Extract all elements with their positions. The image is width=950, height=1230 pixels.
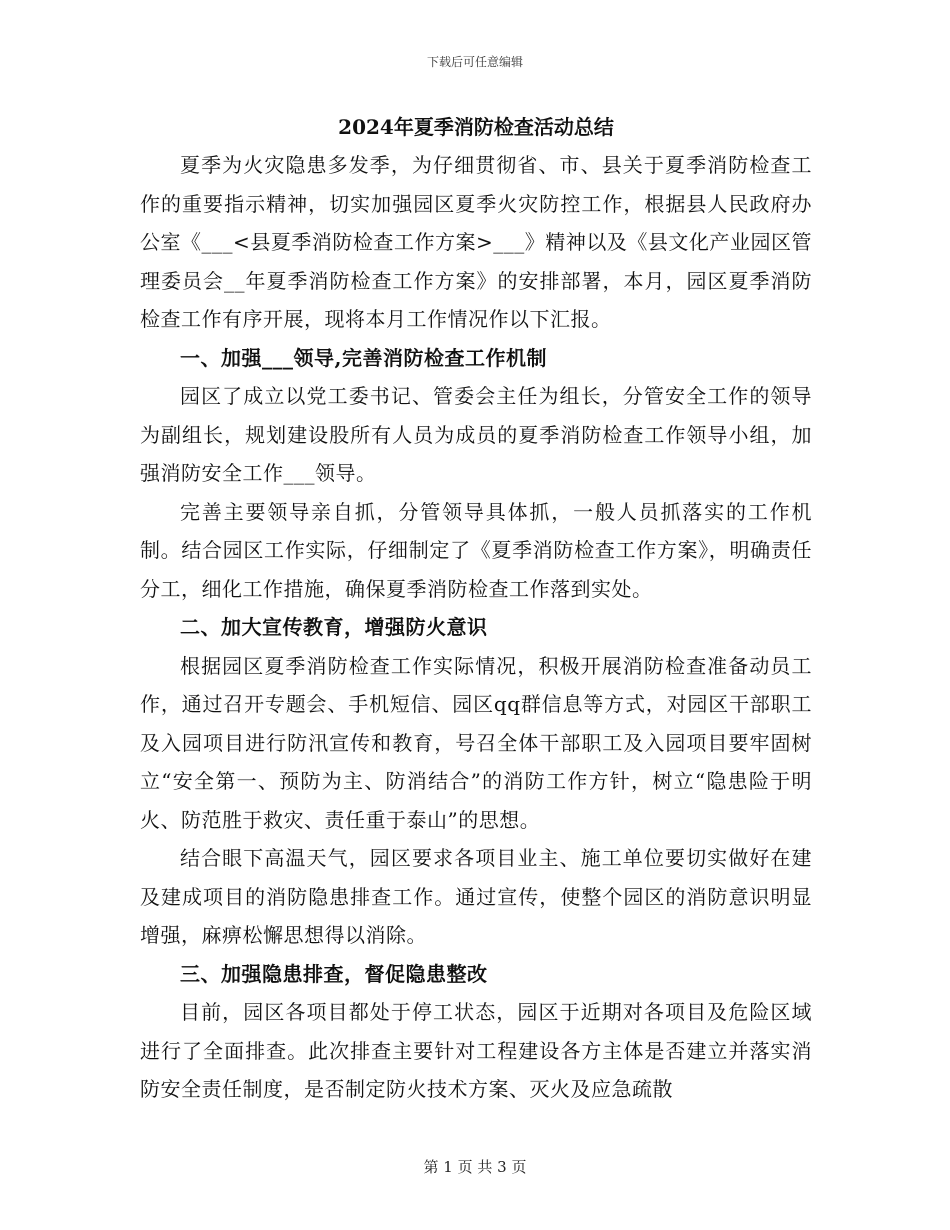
section-3-heading: 三、加强隐患排查，督促隐患整改 xyxy=(180,961,488,986)
document-body xyxy=(140,108,812,1109)
header-note: 下载后可任意编辑 xyxy=(426,55,523,69)
section-1-heading: 一、加强___领导,完善消防检查工作机制 xyxy=(180,345,547,370)
section-1-paragraph-2: 完善主要领导亲自抓，分管领导具体抓，一般人员抓落实的工作机制。结合园区工作实际，仔细制定了《夏季消防检查工作方案》，明确责任分工，细化工作措施，确保夏季消防检查工作落到实处。 xyxy=(140,499,812,601)
section-2-heading: 二、加大宣传教育，增强防火意识 xyxy=(180,615,488,639)
section-1-paragraph-1: 园区了成立以党工委书记、管委会主任为组长，分管安全工作的领导为副组长，规划建设股所有人员为成员的夏季消防检查工作领导小组，加强消防安全工作___领导。 xyxy=(140,384,812,485)
section-2-paragraph-1: 根据园区夏季消防检查工作实际情况，积极开展消防检查准备动员工作，通过召开专题会、手机短信、园区qq群信息等方式，对园区干部职工及入园项目进行防汛宣传和教育，号召全体干部职工及入园项目要牢固树立“安全第一、预防为主、防消结合”的消防工作方针，树立“隐患险于明火、防范胜于救灾、责任重于泰山”的思想。 xyxy=(140,653,812,832)
page-number: 第 1 页 共 3 页 xyxy=(423,1158,527,1176)
section-3-paragraph-1: 目前，园区各项目都处于停工状态，园区于近期对各项目及危险区域进行了全面排查。此次排查主要针对工程建设各方主体是否建立并落实消防安全责任制度，是否制定防火技术方案、灭火及应急疏散 xyxy=(140,1000,812,1101)
document-title: 2024年夏季消防检查活动总结 xyxy=(338,115,614,139)
intro-paragraph: 夏季为火灾隐患多发季，为仔细贯彻省、市、县关于夏季消防检查工作的重要指示精神，切实加强园区夏季火灾防控工作，根据县人民政府办公室《___<县夏季消防检查工作方案>___》精神以及《县文化产业园区管理委员会__年夏季消防检查工作方案》的安排部署，本月，园区夏季消防检查工作有序开展，现将本月工作情况作以下汇报。 xyxy=(140,153,812,331)
section-2-paragraph-2: 结合眼下高温天气，园区要求各项目业主、施工单位要切实做好在建及建成项目的消防隐患排查工作。通过宣传，使整个园区的消防意识明显增强，麻痹松懈思想得以消除。 xyxy=(140,846,812,947)
